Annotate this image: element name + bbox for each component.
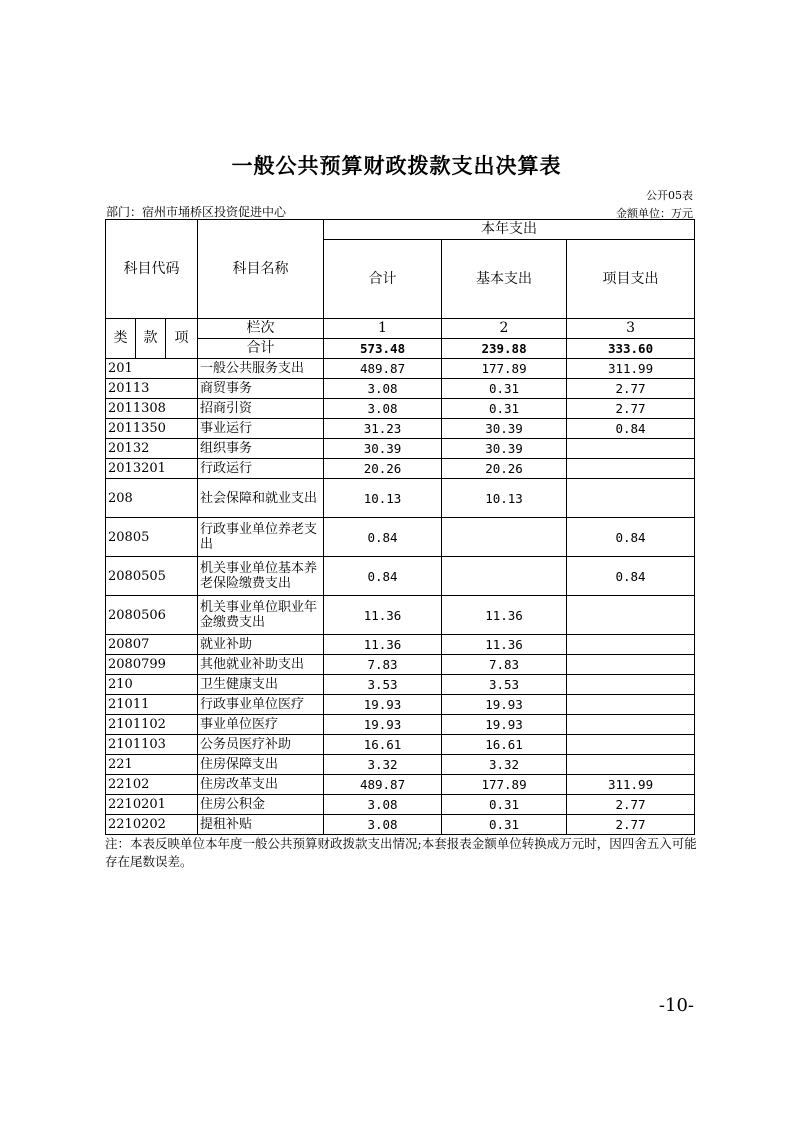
row-name: 行政运行	[198, 459, 324, 479]
row-name: 就业补助	[198, 635, 324, 655]
row-name: 住房公积金	[198, 795, 324, 815]
row-total: 3.08	[324, 795, 442, 815]
row-basic: 177.89	[442, 775, 567, 795]
row-code: 2101103	[106, 735, 198, 755]
row-code: 20807	[106, 635, 198, 655]
row-basic: 11.36	[442, 635, 567, 655]
header-lanci: 栏次	[198, 319, 324, 339]
row-project	[567, 715, 695, 735]
row-basic: 19.93	[442, 695, 567, 715]
row-code: 2011308	[106, 399, 198, 419]
row-total: 3.53	[324, 675, 442, 695]
row-project: 2.77	[567, 379, 695, 399]
header-col-project: 项目支出	[567, 240, 695, 319]
table-row	[106, 675, 695, 695]
table-row	[106, 655, 695, 675]
row-total: 10.13	[324, 479, 442, 518]
table-row	[106, 775, 695, 795]
col-num-3: 3	[567, 319, 695, 339]
row-project	[567, 675, 695, 695]
table-row	[106, 518, 695, 557]
row-name: 机关事业单位职业年金缴费支出	[198, 596, 324, 635]
row-basic: 20.26	[442, 459, 567, 479]
row-code: 201	[106, 359, 198, 379]
row-code: 2101102	[106, 715, 198, 735]
row-name: 卫生健康支出	[198, 675, 324, 695]
row-name: 事业单位医疗	[198, 715, 324, 735]
row-code: 210	[106, 675, 198, 695]
row-code: 22102	[106, 775, 198, 795]
row-code: 21011	[106, 695, 198, 715]
row-name: 住房保障支出	[198, 755, 324, 775]
row-total: 30.39	[324, 439, 442, 459]
row-project: 311.99	[567, 359, 695, 379]
table-row	[106, 735, 695, 755]
header-col-total: 合计	[324, 240, 442, 319]
row-name: 一般公共服务支出	[198, 359, 324, 379]
row-basic: 30.39	[442, 439, 567, 459]
row-name: 提租补贴	[198, 815, 324, 835]
table-row	[106, 479, 695, 518]
row-basic: 11.36	[442, 596, 567, 635]
table-row	[106, 815, 695, 835]
row-code: 20113	[106, 379, 198, 399]
form-number: 公开05表	[646, 189, 693, 202]
header-group: 本年支出	[324, 220, 695, 240]
header-code: 科目代码	[106, 220, 198, 319]
row-total: 16.61	[324, 735, 442, 755]
row-basic: 0.31	[442, 815, 567, 835]
row-total: 489.87	[324, 359, 442, 379]
header-lei: 类	[106, 319, 136, 359]
row-project	[567, 735, 695, 755]
row-total: 3.08	[324, 399, 442, 419]
row-code: 20132	[106, 439, 198, 459]
row-project	[567, 635, 695, 655]
row-total: 19.93	[324, 695, 442, 715]
row-basic: 10.13	[442, 479, 567, 518]
row-project: 2.77	[567, 399, 695, 419]
table-row	[106, 439, 695, 459]
row-project	[567, 479, 695, 518]
row-name: 其他就业补助支出	[198, 655, 324, 675]
row-code: 2080506	[106, 596, 198, 635]
row-name: 事业运行	[198, 419, 324, 439]
row-basic	[442, 557, 567, 596]
table-row	[106, 359, 695, 379]
row-name: 商贸事务	[198, 379, 324, 399]
row-name: 社会保障和就业支出	[198, 479, 324, 518]
row-basic: 0.31	[442, 379, 567, 399]
row-basic: 0.31	[442, 399, 567, 419]
row-name: 机关事业单位基本养老保险缴费支出	[198, 557, 324, 596]
row-total: 489.87	[324, 775, 442, 795]
header-col-basic: 基本支出	[442, 240, 567, 319]
table-row	[106, 596, 695, 635]
row-total: 0.84	[324, 518, 442, 557]
row-project	[567, 439, 695, 459]
row-project	[567, 655, 695, 675]
header-name: 科目名称	[198, 220, 324, 319]
row-name: 组织事务	[198, 439, 324, 459]
row-code: 2011350	[106, 419, 198, 439]
row-total: 7.83	[324, 655, 442, 675]
row-total: 3.08	[324, 379, 442, 399]
row-basic: 0.31	[442, 795, 567, 815]
row-project	[567, 755, 695, 775]
table-row	[106, 635, 695, 655]
row-name: 公务员医疗补助	[198, 735, 324, 755]
row-project: 2.77	[567, 795, 695, 815]
total-basic: 239.88	[442, 339, 567, 359]
row-project: 0.84	[567, 557, 695, 596]
row-basic: 16.61	[442, 735, 567, 755]
table-row	[106, 419, 695, 439]
row-project: 311.99	[567, 775, 695, 795]
row-code: 2210201	[106, 795, 198, 815]
row-basic: 3.53	[442, 675, 567, 695]
row-basic: 30.39	[442, 419, 567, 439]
row-project: 0.84	[567, 419, 695, 439]
row-project	[567, 695, 695, 715]
table-row	[106, 795, 695, 815]
row-basic: 177.89	[442, 359, 567, 379]
row-project	[567, 596, 695, 635]
table-row	[106, 459, 695, 479]
row-basic: 7.83	[442, 655, 567, 675]
row-project	[567, 459, 695, 479]
table-row	[106, 755, 695, 775]
row-name: 行政事业单位养老支出	[198, 518, 324, 557]
table-row	[106, 379, 695, 399]
total-project: 333.60	[567, 339, 695, 359]
row-total: 11.36	[324, 596, 442, 635]
table-row	[106, 557, 695, 596]
row-code: 2080505	[106, 557, 198, 596]
department-label: 部门：宿州市埇桥区投资促进中心	[106, 205, 287, 219]
table-note: 注：本表反映单位本年度一般公共预算财政拨款支出情况;本套报表金额单位转换成万元时，因四舍五入可能存在尾数误差。	[105, 836, 697, 869]
row-name: 行政事业单位医疗	[198, 695, 324, 715]
row-total: 31.23	[324, 419, 442, 439]
row-name: 招商引资	[198, 399, 324, 419]
row-name: 住房改革支出	[198, 775, 324, 795]
row-total: 11.36	[324, 635, 442, 655]
row-code: 208	[106, 479, 198, 518]
header-kuan: 款	[136, 319, 166, 359]
page-title: 一般公共预算财政拨款支出决算表	[231, 154, 562, 178]
row-total: 3.32	[324, 755, 442, 775]
row-total: 3.08	[324, 815, 442, 835]
total-sum: 573.48	[324, 339, 442, 359]
row-total: 0.84	[324, 557, 442, 596]
row-total: 20.26	[324, 459, 442, 479]
page-number: -10-	[658, 995, 694, 1016]
row-code: 221	[106, 755, 198, 775]
row-code: 20805	[106, 518, 198, 557]
row-code: 2080799	[106, 655, 198, 675]
table-row	[106, 695, 695, 715]
row-project: 0.84	[567, 518, 695, 557]
row-code: 2013201	[106, 459, 198, 479]
row-basic: 19.93	[442, 715, 567, 735]
expenditure-table	[105, 219, 695, 835]
total-label: 合计	[198, 339, 324, 359]
table-row	[106, 715, 695, 735]
row-total: 19.93	[324, 715, 442, 735]
row-project: 2.77	[567, 815, 695, 835]
col-num-2: 2	[442, 319, 567, 339]
col-num-1: 1	[324, 319, 442, 339]
header-xiang: 项	[166, 319, 198, 359]
row-basic: 3.32	[442, 755, 567, 775]
unit-label: 金额单位：万元	[616, 207, 693, 220]
row-basic	[442, 518, 567, 557]
table-row	[106, 399, 695, 419]
row-code: 2210202	[106, 815, 198, 835]
